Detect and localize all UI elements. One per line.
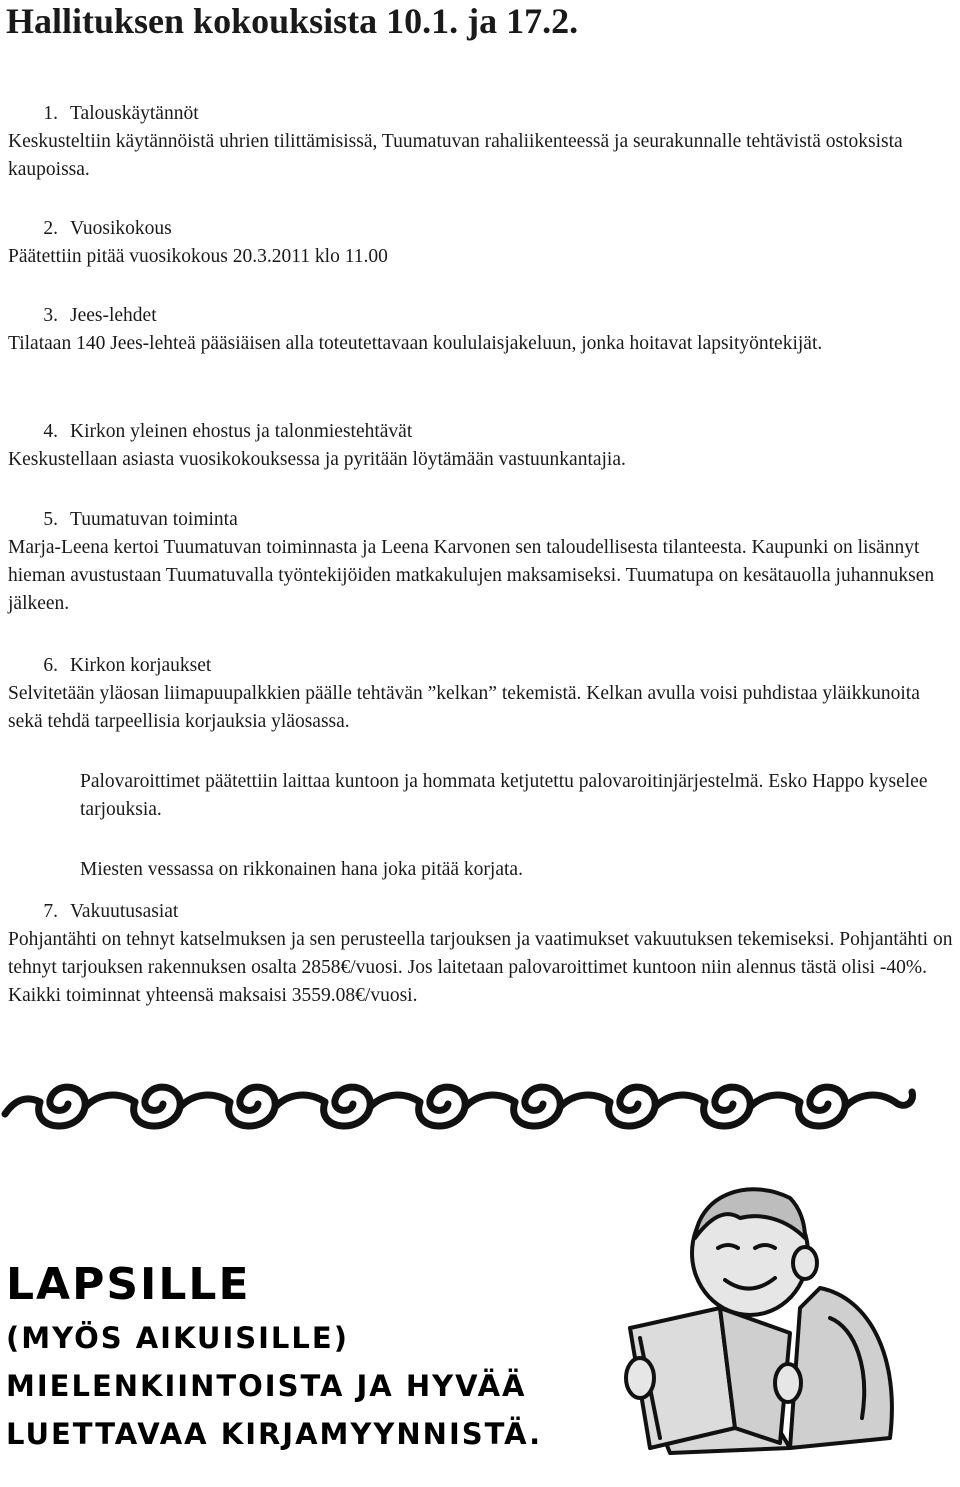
agenda-item-7 [8,898,956,1010]
item-heading: Kirkon yleinen ehostus ja talonmiestehtävät [70,421,413,442]
agenda-item-3 [8,302,956,358]
agenda-item-1 [8,100,956,184]
item-heading: Jees-lehdet [70,305,157,326]
kids-line-1: (MYÖS AIKUISILLE) [6,1321,349,1355]
item-body: Päätettiin pitää vuosikokous 20.3.2011 klo 11.00 [8,246,388,267]
item-body: Pohjantähti on tehnyt katselmuksen ja sen perusteella tarjouksen ja vaatimukset vakuutuksen tekemiseksi. Pohjantähti on tehnyt tarjouksen rakennuksen osalta 2858€/vuosi. Jos laitetaan palovaroittimet kuntoon niin alennus tästä olisi -40%. Kaikki toiminnat yhteensä maksaisi 3559.08€/vuosi. [8,929,953,1006]
item-heading: Vuosikokous [70,218,172,239]
item-heading: Vakuutusasiat [70,901,179,922]
item-body: Selvitetään yläosan liimapuupalkkien päälle tehtävän ”kelkan” tekemistä. Kelkan avulla voisi puhdistaa yläikkunoita sekä tehdä tarpeellisia korjauksia yläosassa. [8,683,920,732]
agenda-item-5 [8,506,956,618]
indented-note-tap: Miesten vessassa on rikkonainen hana joka pitää korjata. [80,859,523,880]
item-heading: Talouskäytännöt [70,103,199,124]
swirl-border-ornament-icon [0,1062,960,1140]
kids-line-3: LUETTAVAA KIRJAMYYNNISTÄ. [6,1417,543,1451]
item-number: 4. [43,421,58,442]
item-number: 6. [43,655,58,676]
item-body: Tilataan 140 Jees-lehteä pääsiäisen alla toteutettavaan koululaisjakeluun, jonka hoitavat lapsityöntekijät. [8,333,823,354]
item-number: 5. [43,509,58,530]
kids-section [6,1256,542,1458]
kids-heading: LAPSILLE [6,1259,251,1310]
agenda-item-2 [8,215,956,271]
child-reading-book-icon [600,1168,930,1468]
item-body: Keskustellaan asiasta vuosikokouksessa ja pyritään löytämään vastuunkantajia. [8,449,626,470]
item-heading: Tuumatuvan toiminta [70,509,238,530]
kids-line-2: MIELENKIINTOISTA JA HYVÄÄ [6,1369,527,1403]
item-number: 3. [43,305,58,326]
agenda-item-6 [8,652,956,736]
item-heading: Kirkon korjaukset [70,655,212,676]
item-body: Marja-Leena kertoi Tuumatuvan toiminnasta ja Leena Karvonen sen taloudellisesta tilanteesta. Kaupunki on lisännyt hieman avustustaan Tuumatuvalla työntekijöiden matkakulujen maksamiseksi. Tuumatupa on kesätauolla juhannuksen jälkeen. [8,537,935,614]
item-number: 1. [43,103,58,124]
agenda-item-4 [8,418,956,474]
item-body: Keskusteltiin käytännöistä uhrien tilittämisissä, Tuumatuvan rahaliikenteessä ja seurakunnalle tehtävistä ostoksista kaupoissa. [8,131,903,180]
indented-note-fire-alarms: Palovaroittimet päätettiin laittaa kuntoon ja hommata ketjutettu palovaroitinjärjestelmä. Esko Happo kyselee tarjouksia. [80,771,928,820]
item-number: 2. [43,218,58,239]
page-title: Hallituksen kokouksista 10.1. ja 17.2. [6,1,579,41]
item-number: 7. [43,901,58,922]
